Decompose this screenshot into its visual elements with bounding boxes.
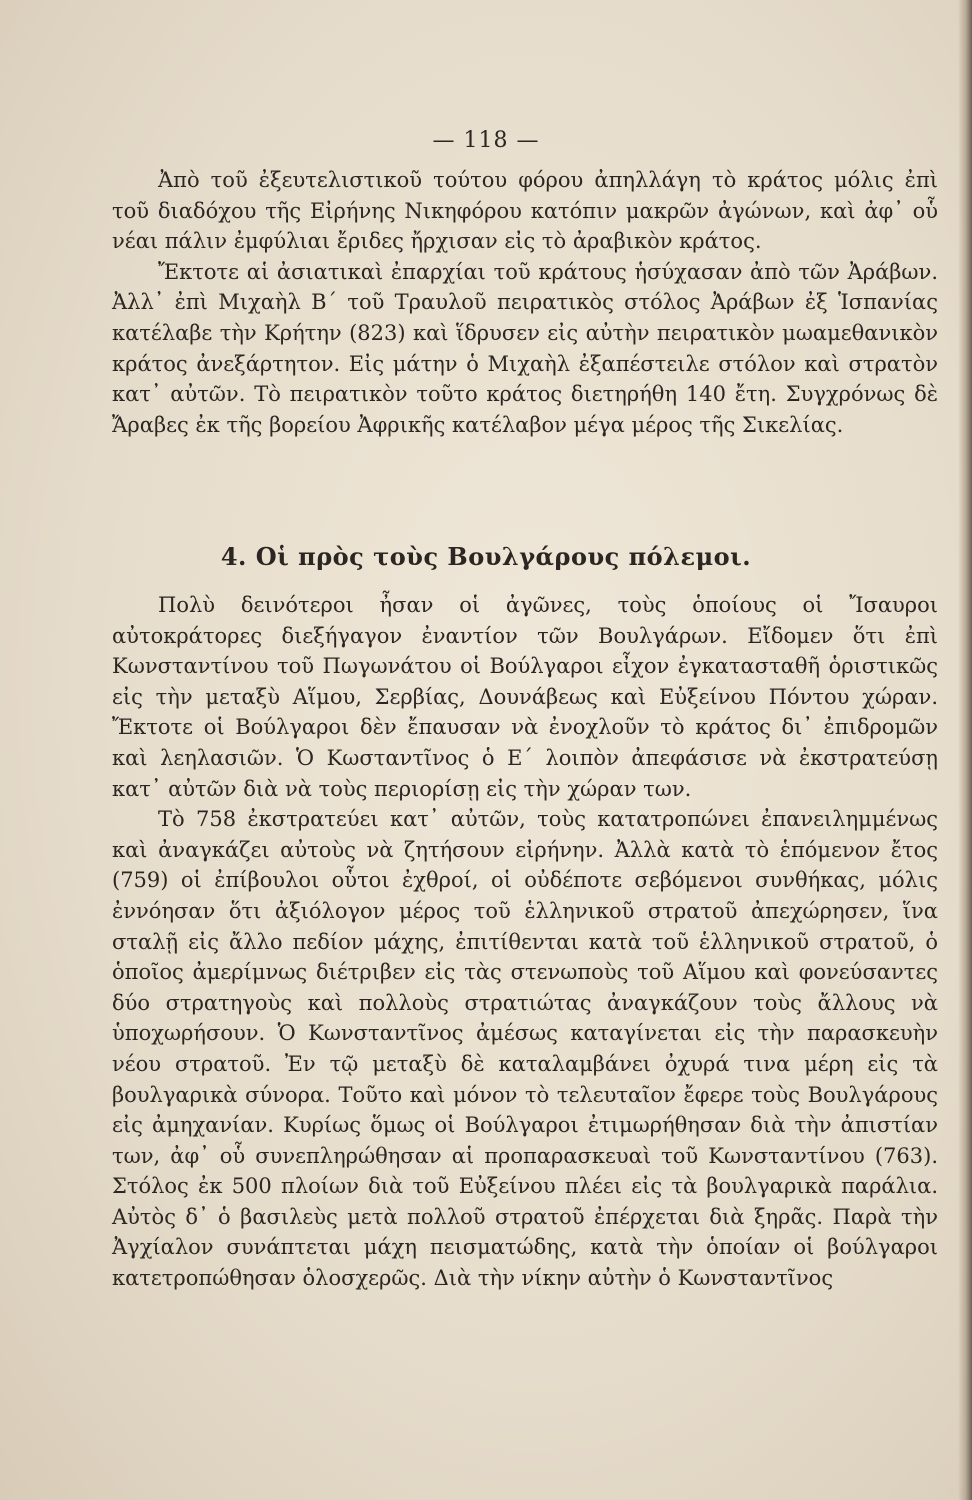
paragraph: Τὸ 758 ἐκστρατεύει κατ᾿ αὐτῶν, τοὺς κατατροπώνει ἐπανειλημμένως καὶ ἀναγκάζει αὐτοὺς νὰ ζητήσουν εἰρήνην. Ἀλλὰ κατὰ τὸ ἑπόμενον ἔτος (759) οἱ ἐπίβουλοι οὗτοι ἐχθροί, οἱ οὐδέποτε σεβόμενοι συνθήκας, μόλις ἐννόησαν ὅτι ἀξιόλογον μέρος τοῦ ἑλληνικοῦ στρατοῦ ἀπεχώρησεν, ἵνα σταλῇ εἰς ἄλλο πεδίον μάχης, ἐπιτίθενται κατὰ τοῦ ἑλληνικοῦ στρατοῦ, ὁ ὁποῖος ἀμερίμνως διέτριβεν εἰς τὰς στενωποὺς τοῦ Αἵμου καὶ φονεύσαντες δύο στρατηγοὺς καὶ πολλοὺς στρατιώτας ἀναγκάζουν τοὺς ἄλλους νὰ ὑποχωρήσουν. Ὁ Κωνσταντῖνος ἀμέσως καταγίνεται εἰς τὴν παρασκευὴν νέου στρατοῦ. Ἐν τῷ μεταξὺ δὲ καταλαμβάνει ὀχυρά τινα μέρη εἰς τὰ βουλγαρικὰ σύνορα. Τοῦτο καὶ μόνον τὸ τελευταῖον ἔφερε τοὺς Βουλγάρους εἰς ἀμηχανίαν. Κυρίως ὅμως οἱ Βούλγαροι ἐτιμωρήθησαν διὰ τὴν ἀπιστίαν των, ἀφ᾿ οὗ συνεπληρώθησαν αἱ προπαρασκευαὶ τοῦ Κωνσταντίνου (763). Στόλος ἐκ 500 πλοίων διὰ τοῦ Εὐξείνου πλέει εἰς τὰ βουλγαρικὰ παράλια. Αὐτὸς δ᾿ ὁ βασιλεὺς μετὰ πολλοῦ στρατοῦ ἐπέρχεται διὰ ξηρᾶς. Παρὰ τὴν Ἀγχίαλον συνάπτεται μάχη πεισματώδης, κατὰ τὴν ὁποίαν οἱ βούλγαροι κατετροπώθησαν ὁλοσχερῶς. Διὰ τὴν νίκην αὐτὴν ὁ Κωνσταντῖνος [112,807,938,1291]
paragraph: Ἔκτοτε αἱ ἀσιατικαὶ ἐπαρχίαι τοῦ κράτους ἡσύχασαν ἀπὸ τῶν Ἀράβων. Ἀλλ᾿ ἐπὶ Μιχαὴλ Β΄ τοῦ Τραυλοῦ πειρατικὸς στόλος Ἀράβων ἐξ Ἱσπανίας κατέλαβε τὴν Κρήτην (823) καὶ ἵδρυσεν εἰς αὐτὴν πειρατικὸν μωαμεθανικὸν κράτος ἀνεξάρτητον. Εἰς μάτην ὁ Μιχαὴλ ἐξαπέστειλε στόλον καὶ στρατὸν κατ᾿ αὐτῶν. Τὸ πειρατικὸν τοῦτο κράτος διετηρήθη 140 ἔτη. Συγχρόνως δὲ Ἄραβες ἐκ τῆς βορείου Ἀφρικῆς κατέλαβον μέγα μέρος τῆς Σικελίας. [112,259,938,437]
page-number: — 118 — [432,128,540,153]
section-2-text [112,590,938,1294]
paragraph: Ἀπὸ τοῦ ἐξευτελιστικοῦ τούτου φόρου ἀπηλλάγη τὸ κράτος μόλις ἐπὶ τοῦ διαδόχου τῆς Εἰρήνης Νικηφόρου κατόπιν μακρῶν ἀγώνων, καὶ ἀφ᾿ οὗ νέαι πάλιν ἐμφύλιαι ἔριδες ἤρχισαν εἰς τὸ ἀραβικὸν κράτος. [112,168,938,254]
section-1-text [112,165,938,440]
section-heading: 4. Οἱ πρὸς τοὺς Βουλγάρους πόλεμοι. [220,542,752,571]
page-edge-shadow [958,0,972,1500]
paragraph: Πολὺ δεινότεροι ἦσαν οἱ ἀγῶνες, τοὺς ὁποίους οἱ Ἴσαυροι αὐτοκράτορες διεξήγαγον ἐναντίον τῶν Βουλγάρων. Εἴδομεν ὅτι ἐπὶ Κωνσταντίνου τοῦ Πωγωνάτου οἱ Βούλγαροι εἶχον ἐγκατασταθῆ ὁριστικῶς εἰς τὴν μεταξὺ Αἵμου, Σερβίας, Δουνάβεως καὶ Εὐξείνου Πόντου χώραν. Ἔκτοτε οἱ Βούλγαροι δὲν ἔπαυσαν νὰ ἐνοχλοῦν τὸ κράτος δι᾿ ἐπιδρομῶν καὶ λεηλασιῶν. Ὁ Κωσταντῖνος ὁ Ε΄ λοιπὸν ἀπεφάσισε νὰ ἐκστρατεύσῃ κατ᾿ αὐτῶν διὰ νὰ τοὺς περιορίσῃ εἰς τὴν χώραν των. [112,593,938,801]
